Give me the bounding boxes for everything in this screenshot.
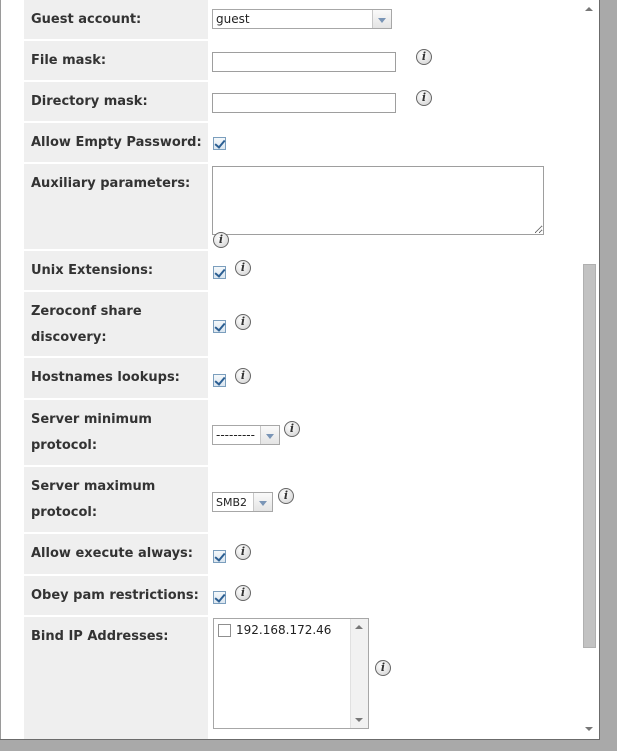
row-zeroconf [24,292,580,356]
bind-ip-listbox[interactable] [213,618,369,729]
directory-mask-label: Directory mask: [24,82,208,121]
info-icon[interactable]: i [416,90,432,106]
row-directory-mask [24,82,580,121]
server-max-protocol-label-line2: protocol: [31,505,98,520]
directory-mask-input[interactable] [212,93,396,113]
hostnames-lookups-label: Hostnames lookups: [24,358,208,398]
server-min-protocol-label [24,400,208,465]
info-icon[interactable]: i [416,49,432,65]
row-guest-account [24,0,580,39]
scroll-down-icon[interactable] [585,727,593,731]
guest-account-field [212,0,580,39]
info-icon[interactable]: i [284,421,300,437]
allow-empty-password-field [212,123,580,162]
info-icon[interactable]: i [278,488,294,504]
chevron-down-icon[interactable] [260,426,279,444]
server-max-protocol-select[interactable] [212,492,273,512]
zeroconf-label-line2: discovery: [31,330,107,345]
info-icon[interactable]: i [375,660,391,676]
panel-border [0,0,1,739]
allow-empty-password-checkbox[interactable] [213,137,226,150]
bind-ip-option-label[interactable]: 192.168.172.46 [236,623,332,637]
server-min-protocol-select[interactable] [212,425,280,445]
directory-mask-field [212,82,580,121]
row-unix-extensions [24,251,580,290]
info-icon[interactable]: i [235,368,251,384]
allow-execute-always-label: Allow execute always: [24,534,208,574]
info-icon[interactable]: i [213,232,229,248]
row-bind-ip [24,617,580,739]
info-icon[interactable]: i [235,314,251,330]
row-allow-execute-always [24,534,580,574]
allow-empty-password-label: Allow Empty Password: [24,123,208,162]
main-scrollbar[interactable] [581,0,598,739]
scroll-down-icon[interactable] [355,718,363,722]
guest-account-select[interactable] [212,9,392,29]
file-mask-label: File mask: [24,41,208,80]
scroll-thumb[interactable] [583,264,596,648]
scroll-up-icon[interactable] [355,625,363,629]
row-obey-pam [24,576,580,615]
auxiliary-parameters-textarea[interactable] [212,166,544,235]
scroll-up-icon[interactable] [585,7,593,11]
row-server-max-protocol [24,467,580,532]
unix-extensions-field [212,251,580,290]
guest-account-label: Guest account: [24,0,208,39]
row-file-mask [24,41,580,80]
bind-ip-field [212,617,580,739]
obey-pam-field [212,576,580,615]
info-icon[interactable]: i [235,260,251,276]
bind-ip-label: Bind IP Addresses: [24,617,208,739]
file-mask-field [212,41,580,80]
hostnames-lookups-checkbox[interactable] [213,374,226,387]
server-min-protocol-value: --------- [216,428,255,442]
listbox-scrollbar[interactable] [350,619,368,728]
unix-extensions-label: Unix Extensions: [24,251,208,290]
zeroconf-field [212,292,580,356]
row-server-min-protocol [24,400,580,465]
auxiliary-parameters-label: Auxiliary parameters: [24,164,208,249]
chevron-down-icon[interactable] [253,493,272,511]
unix-extensions-checkbox[interactable] [213,266,226,279]
hostnames-lookups-field [212,358,580,398]
server-max-protocol-label-line1: Server maximum [31,479,156,494]
obey-pam-checkbox[interactable] [213,591,226,604]
chevron-down-icon[interactable] [372,10,391,28]
file-mask-input[interactable] [212,52,396,72]
auxiliary-parameters-field [212,164,580,249]
zeroconf-label [24,292,208,356]
row-allow-empty-password [24,123,580,162]
allow-execute-always-field [212,534,580,574]
server-min-protocol-field [212,400,580,465]
server-min-protocol-label-line2: protocol: [31,438,98,453]
info-icon[interactable]: i [235,585,251,601]
server-max-protocol-field [212,467,580,532]
guest-account-value: guest [216,12,250,26]
bind-ip-option-checkbox[interactable] [218,624,231,637]
server-min-protocol-label-line1: Server minimum [31,412,152,427]
allow-execute-always-checkbox[interactable] [213,550,226,563]
row-auxiliary-parameters [24,164,580,249]
server-max-protocol-label [24,467,208,532]
obey-pam-label: Obey pam restrictions: [24,576,208,615]
info-icon[interactable]: i [235,544,251,560]
row-hostnames-lookups [24,358,580,398]
zeroconf-checkbox[interactable] [213,320,226,333]
server-max-protocol-value: SMB2 [216,496,248,509]
zeroconf-label-line1: Zeroconf share [31,304,142,319]
